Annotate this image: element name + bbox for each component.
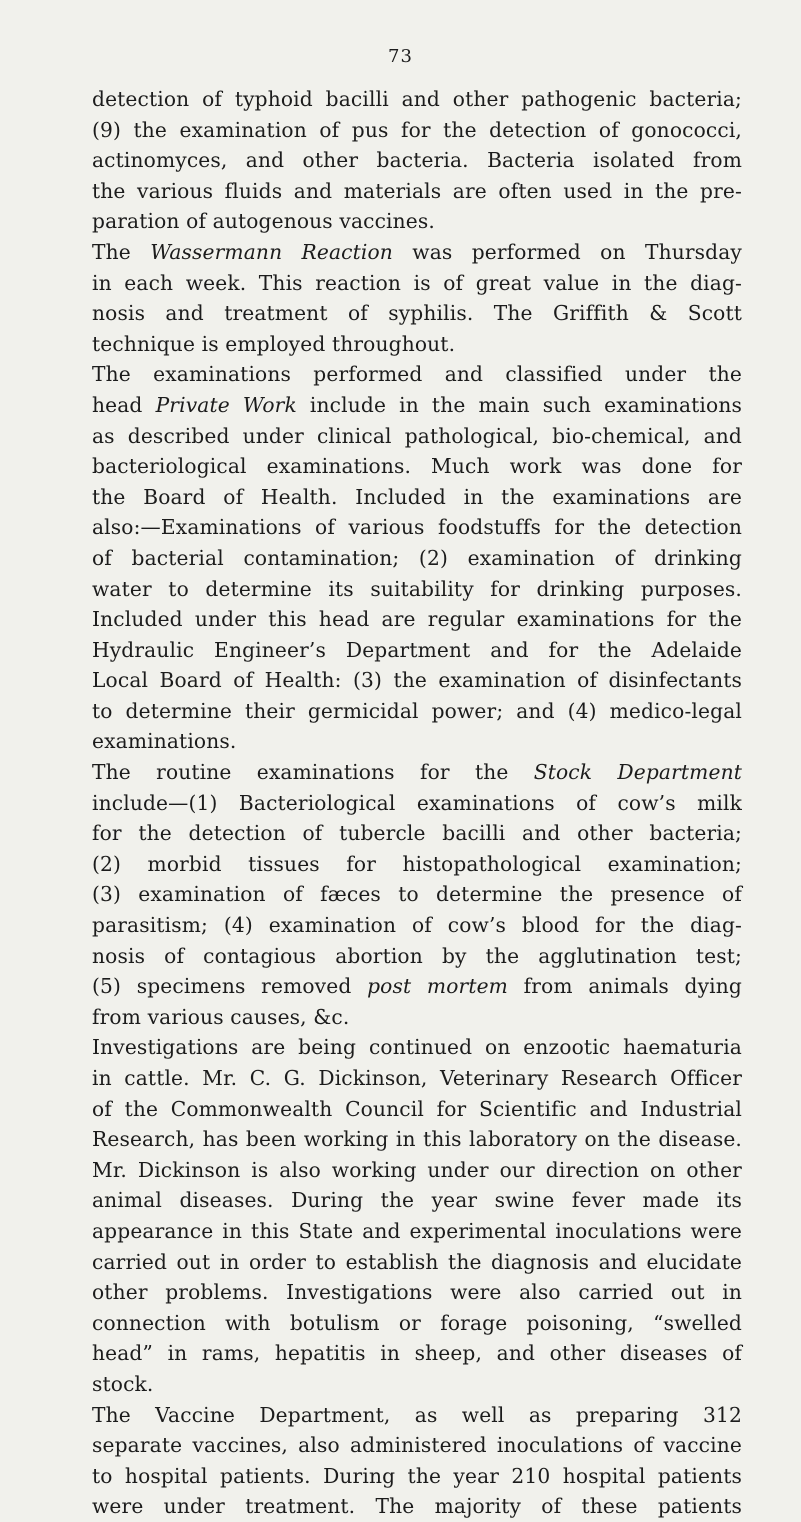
line-text: Local Board of Health: (3) the examination of disinfectants <box>92 668 742 693</box>
line-text: of bacterial contamination; (2) examination of drinking <box>92 545 742 570</box>
text-line <box>92 421 742 452</box>
text-line <box>92 512 742 543</box>
text-line <box>92 879 742 910</box>
line-text: The examinations performed and classified under the <box>92 362 742 387</box>
line-text: Investigations are being continued on enzootic haematuria <box>92 1035 742 1060</box>
line-text: were under treatment. The majority of these patients <box>92 1494 742 1519</box>
italic-term: Private Work <box>155 392 297 417</box>
text-line <box>92 635 742 666</box>
text-line <box>92 849 742 880</box>
line-text: Hydraulic Engineer’s Department and for the Adelaide <box>92 637 742 662</box>
text-line <box>92 1155 742 1186</box>
text-line <box>92 1247 742 1278</box>
line-text: of the Commonwealth Council for Scientific and Industrial <box>92 1096 742 1121</box>
line-text: for the detection of tubercle bacilli and other bacteria; <box>92 821 742 846</box>
italic-term: Wassermann Reaction <box>150 239 393 264</box>
text-line <box>92 298 742 329</box>
text-line <box>92 1400 742 1431</box>
line-text: detection of typhoid bacilli and other pathogenic bacteria; <box>92 87 742 111</box>
text-line <box>92 1430 742 1461</box>
text-line <box>92 176 742 207</box>
page-number: 73 <box>388 46 413 67</box>
text-line <box>92 665 742 696</box>
line-text: paration of autogenous vaccines. <box>92 209 435 234</box>
text-line <box>92 115 742 146</box>
line-text: in cattle. Mr. C. G. Dickinson, Veterinary Research Officer <box>92 1066 742 1090</box>
text-line <box>92 1461 742 1492</box>
text-line <box>92 910 742 941</box>
line-text: The <box>92 239 151 264</box>
line-text: nosis of contagious abortion by the agglutination test; <box>92 943 742 968</box>
line-text: nosis and treatment of syphilis. The Griffith & Scott <box>92 301 742 326</box>
line-text: examinations. <box>92 729 237 754</box>
text-line <box>92 237 742 268</box>
line-text: connection with botulism or forage poisoning, “swelled <box>92 1310 742 1335</box>
line-text: include—(1) Bacteriological examinations of cow’s milk <box>92 790 742 815</box>
line-text: the Board of Health. Included in the examinations are <box>92 484 742 509</box>
text-line <box>92 482 742 513</box>
line-text: to determine their germicidal power; and (4) medico-legal <box>92 698 742 723</box>
text-line <box>92 1338 742 1369</box>
line-text: carried out in order to establish the diagnosis and elucidate <box>92 1249 742 1274</box>
text-line <box>92 696 742 727</box>
text-line <box>92 268 742 299</box>
line-text: parasitism; (4) examination of cow’s blood for the diag- <box>92 913 742 938</box>
line-text: as described under clinical pathological, bio-chemical, and <box>92 423 742 448</box>
line-text: animal diseases. During the year swine fever made its <box>92 1188 742 1213</box>
text-line <box>92 788 742 819</box>
line-text: (3) examination of fæces to determine the presence of <box>92 882 742 907</box>
text-line <box>92 206 742 237</box>
line-text: Mr. Dickinson is also working under our direction on other <box>92 1157 742 1182</box>
line-text: bacteriological examinations. Much work was done for <box>92 454 742 479</box>
text-line <box>92 1094 742 1125</box>
text-line <box>92 1032 742 1063</box>
text-line <box>92 390 742 421</box>
text-line <box>92 1369 742 1400</box>
text-line <box>92 604 742 635</box>
italic-term: post mortem <box>367 974 508 999</box>
line-text: The routine examinations for the <box>92 760 534 785</box>
line-text: technique is employed throughout. <box>92 331 456 356</box>
line-text: Included under this head are regular examinations for the <box>92 607 742 632</box>
line-text: (2) morbid tissues for histopathological examination; <box>92 851 742 876</box>
text-line <box>92 574 742 605</box>
text-line <box>92 1002 742 1033</box>
line-text: in each week. This reaction is of great value in the diag- <box>92 270 742 295</box>
text-line <box>92 1277 742 1308</box>
text-line <box>92 84 742 115</box>
text-line <box>92 1491 742 1522</box>
line-text: water to determine its suitability for drinking purposes. <box>92 576 742 601</box>
line-text: other problems. Investigations were also carried out in <box>92 1280 742 1305</box>
line-text: also:—Examinations of various foodstuffs for the detection <box>92 515 742 540</box>
italic-term: Stock Department <box>533 760 742 785</box>
line-text: stock. <box>92 1371 154 1396</box>
line-text: Research, has been working in this laboratory on the disease. <box>92 1127 742 1152</box>
text-line <box>92 543 742 574</box>
text-line <box>92 329 742 360</box>
line-text: head <box>92 392 156 417</box>
text-line <box>92 971 742 1002</box>
line-text: the various fluids and materials are often used in the pre- <box>92 178 742 203</box>
line-text: (5) specimens removed <box>92 974 368 999</box>
text-line <box>92 1124 742 1155</box>
line-text: head” in rams, hepatitis in sheep, and other diseases of <box>92 1341 742 1366</box>
text-line <box>92 1185 742 1216</box>
text-line <box>92 818 742 849</box>
line-text: (9) the examination of pus for the detection of gonococci, <box>92 117 742 142</box>
text-line <box>92 1063 742 1094</box>
line-text: The Vaccine Department, as well as preparing 312 <box>92 1402 742 1427</box>
text-line <box>92 451 742 482</box>
line-text: appearance in this State and experimental inoculations were <box>92 1218 742 1243</box>
text-line <box>92 941 742 972</box>
line-text: actinomyces, and other bacteria. Bacteria isolated from <box>92 148 742 173</box>
text-line <box>92 359 742 390</box>
line-text: to hospital patients. During the year 210 hospital patients <box>92 1463 742 1488</box>
line-text: was performed on Thursday <box>392 239 742 264</box>
line-text: separate vaccines, also administered inoculations of vaccine <box>92 1433 742 1458</box>
text-line <box>92 757 742 788</box>
line-text: from animals dying <box>507 974 743 999</box>
line-text: include in the main such examinations <box>296 392 742 417</box>
body-text <box>92 84 742 1522</box>
text-line <box>92 1216 742 1247</box>
text-line <box>92 1308 742 1339</box>
text-line <box>92 145 742 176</box>
line-text: from various causes, &c. <box>92 1004 350 1029</box>
text-line <box>92 726 742 757</box>
